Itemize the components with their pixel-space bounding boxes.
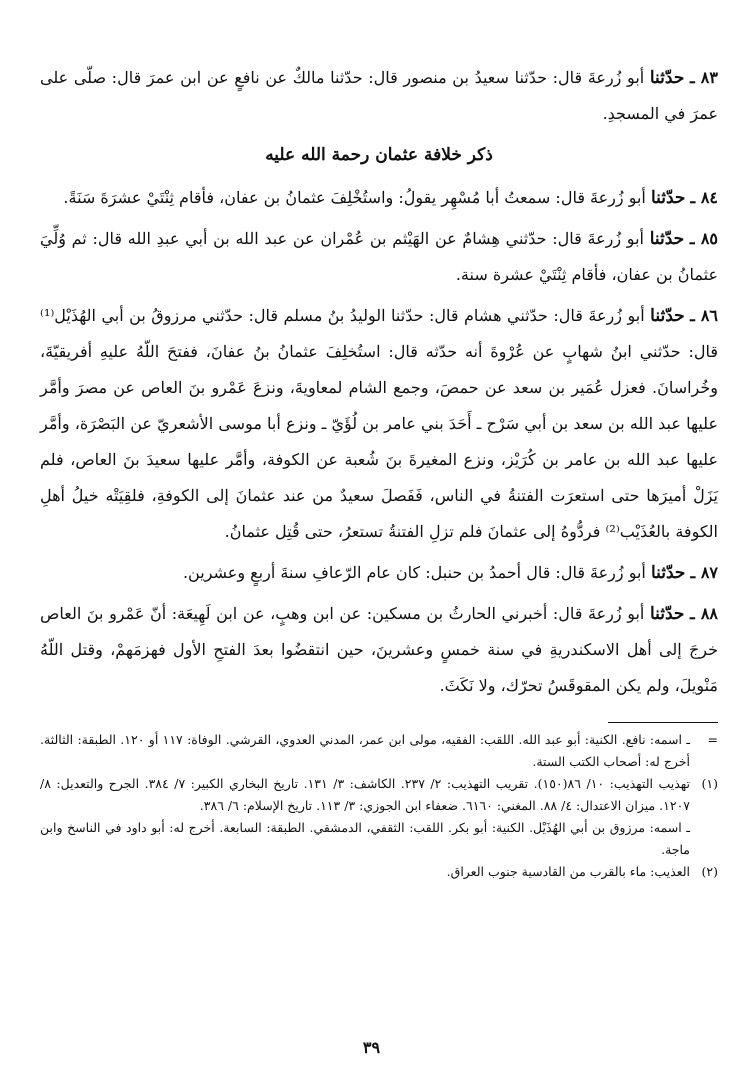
hadith-paragraph-88 — [40, 596, 718, 704]
hadith-keyword: حدّثنا — [650, 306, 685, 326]
footnote-text: تهذيب التهذيب: ١٠/ ٨٦(١٥٠). تقريب التهذيب: ٢/ ٢٣٧. الكاشف: ٣/ ١٣١. تاريخ البخاري الكبير: ٧/ ٣٨٤. الجرح والتعديل: ٨/ ١٢٠٧. ميزان الاعتدال: ٤/ ٨٨. المغني: ٦١٦٠. ضعفاء ابن الجوزي: ٣/ ١١٣. تاريخ الإسلام: ٦/ ٣٨٦. — [40, 776, 691, 813]
footnote-1 — [40, 773, 718, 817]
footnote-1-cont — [40, 817, 718, 861]
hadith-paragraph-85 — [40, 221, 718, 293]
hadith-number: ٨٣ ـ — [689, 68, 718, 87]
footnote-text: ـ اسمه: مرزوق بن أبي الهُذَيْل. الكنية: أبو بكر. اللقب: الثقفي، الدمشقي. الطبقة: السابعة. أخرج له: أبو داود في الناسخ وابن ماجة. — [40, 820, 690, 857]
hadith-paragraph-84 — [40, 180, 718, 216]
hadith-text: أبو زُرعةَ قال: سمعتُ أبا مُسْهِر يقولُ: واستُخْلِفَ عثمانُ بن عفان، فأقام ثِنْتَيْ عشرَةَ سَنَةً. — [63, 188, 646, 207]
hadith-keyword: حدّثنا — [649, 229, 685, 249]
hadith-paragraph-83 — [40, 60, 718, 132]
hadith-text: أبو زُرعةَ قال: حدّثني هشام قال: حدّثنا الوليدُ بنُ مسلم قال: حدّثني مرزوقُ بن أبي الهُذَيْل⁽¹⁾ قال: حدّثني ابنُ شهابٍ عن عُرْوةَ أنه حدّثه قال: استُخلِفَ عثمانُ بنُ عفانَ، ففتحَ اللّهُ عليهِ أفريقيّةَ، وخُراسانَ. فعزل عُمَير بن سعد عن حمصَ، وجمع الشام لمعاويةَ، ونزعَ عَمْرو بنَ العاص عن مصرَ وأمَّر عليها عبد الله بن سعد بن أبي سَرْح ـ أَحَدَ بني عامر بن لُؤَيّ ـ ونزع أبا موسى الأشعريّ عن البَصْرَة، وأمَّر عليها عبد الله بن عامر بن كُرَيْز، ونزع المغيرةَ بنَ شُعبة عن الكوفة، وأمَّر عليها سعيدَ بنَ العاص، فلم يَزَلْ أميرَها حتى استعرَت الفتنةُ في الناس، فَفَصلَ سعيدٌ من عند عثمانَ إلى الكوفةِ، فلقِيَتْه خيلُ أهلِ الكوفة بالعُذَيْب⁽²⁾ فردُّوهُ إلى عثمانَ فلم تزلِ الفتنةُ تستعرُ، حتى قُتِل عثمانُ. — [40, 306, 718, 541]
hadith-keyword: حدّثنا — [649, 68, 685, 88]
hadith-text: أبو زُرعةَ قال: حدّثني هِشامٌ عن الهَيْثم بن عُمْران عن عبد الله بن أبي عبدِ الله قال: ثم وُلِّيَ عثمانُ بن عفان، فأقام ثِنْتَيْ عشرة سنة. — [40, 229, 718, 284]
hadith-text: أبو زُرعةَ قال: حدّثنا سعيدُ بن منصور قال: حدّثنا مالكٌ عن نافعٍ عن ابن عمرَ قال: صلّى على عمرَ في المسجدِ. — [40, 68, 718, 123]
hadith-number: ٨٧ ـ — [690, 563, 718, 582]
footnote-mark: (١) — [701, 776, 718, 791]
hadith-keyword: حدّثنا — [650, 563, 686, 583]
footnote-continued — [40, 729, 718, 773]
footnote-mark: (٢) — [701, 864, 718, 879]
hadith-text: أبو زُرعةَ قال: أخبرني الحارثُ بن مسكين: عن ابن وهبٍ، عن ابن لَهِيعَة: أنّ عَمْرو بنَ العاص خرجَ إلى أهل الاسكندريةِ في سنة خمسٍ وعشرينَ، حين انتقضُوا بعدَ الفتحِ الأول فهزمَهمْ، وقتل اللّهُ مَنْويلَ، ولم يكن المقوقَسُ تحرّك، ولا نَكَثَ. — [40, 604, 718, 695]
hadith-number: ٨٥ ـ — [689, 229, 719, 248]
hadith-number: ٨٤ ـ — [690, 188, 718, 207]
footnote-separator — [608, 722, 718, 723]
hadith-number: ٨٦ ـ — [690, 306, 719, 325]
footnote-2 — [40, 861, 718, 883]
footnote-text: ـ اسمه: نافع. الكنية: أبو عبد الله. اللقب: الفقيه، مولى ابن عمر، المدني العدوي، القرشي. الوفاة: ١١٧ أو ١٢٠. الطبقة: الثالثة. أخرج له: أصحاب الكتب الستة. — [40, 732, 690, 769]
hadith-keyword: حدّثنا — [649, 604, 685, 624]
hadith-paragraph-86 — [40, 298, 718, 550]
hadith-number: ٨٨ ـ — [690, 604, 718, 623]
page-number: ٣٩ — [362, 1038, 381, 1057]
footnote-mark: = — [707, 732, 718, 747]
hadith-keyword: حدّثنا — [650, 188, 686, 208]
hadith-text: أبو زُرعةَ قال: قال أحمدُ بن حنبل: كان عام الرّعافِ سنةَ أربعٍ وعشرين. — [182, 563, 646, 582]
page-body — [40, 60, 718, 883]
footnote-text: العذيب: ماء بالقرب من القادسية جنوب العراق. — [446, 864, 690, 879]
section-title: ذكر خلافة عثمان رحمة الله عليه — [265, 145, 493, 165]
hadith-paragraph-87 — [40, 555, 718, 591]
